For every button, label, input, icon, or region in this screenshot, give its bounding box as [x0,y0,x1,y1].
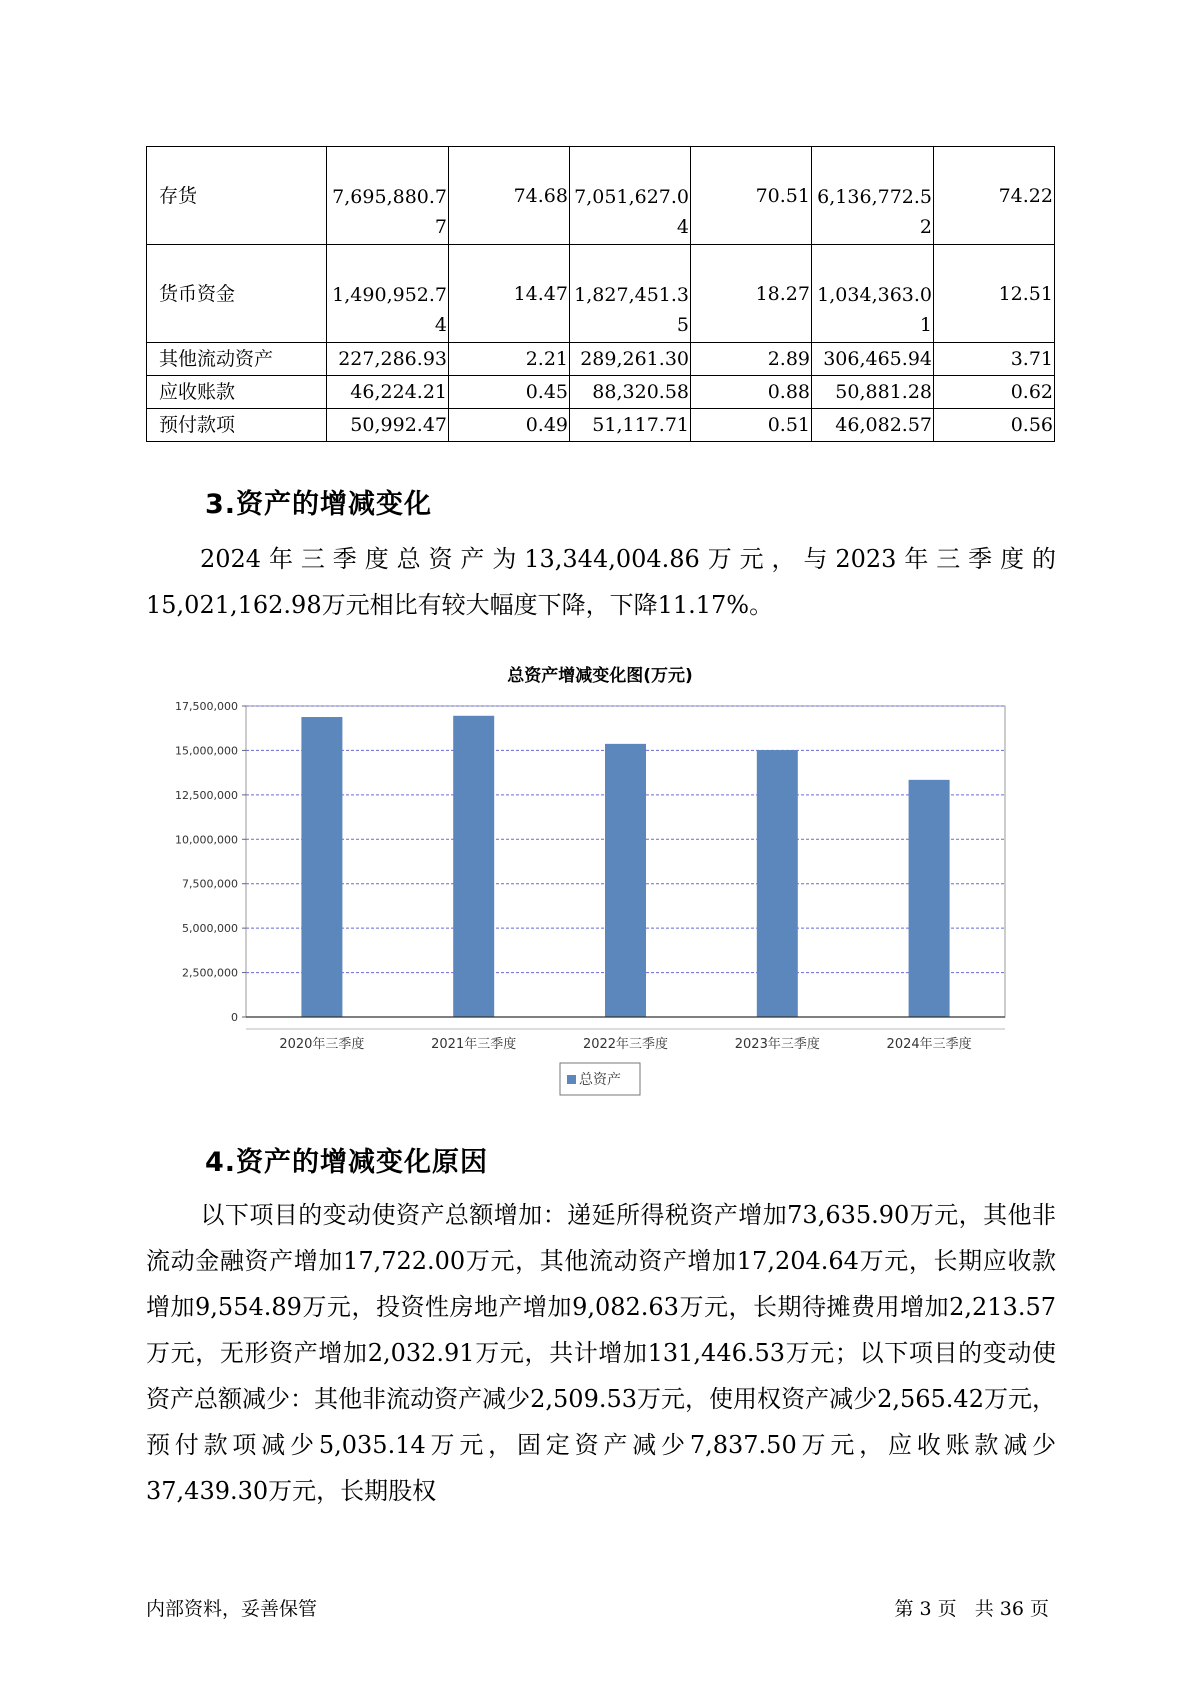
table-row [147,343,1055,376]
section-heading: 4.资产的增减变化原因 [205,1147,489,1178]
value-cell: 51,117.71 [570,409,691,442]
value-cell: 306,465.94 [812,343,934,376]
percent-cell: 74.22 [934,147,1055,245]
paragraph [146,1192,1056,1514]
percent-cell: 12.51 [934,245,1055,343]
y-tick-label: 17,500,000 [175,700,238,713]
total-assets-bar-chart [140,650,1020,1105]
value-cell: 46,224.21 [327,376,449,409]
value-cell: 88,320.58 [570,376,691,409]
y-tick-label: 10,000,000 [175,833,238,847]
y-tick-label: 5,000,000 [182,922,238,936]
paragraph-text: 以下项目的变动使资产总额增加：递延所得税资产增加73,635.90万元，其他非流动金融资产增加17,722.00万元，其他流动资产增加17,204.64万元，长期应收款增加9,554.89万元，投资性房地产增加9,082.63万元，长期待摊费用增加2,213.57万元，无形资产增加2,032.91万元，共计增加131,446.53万元；以下项目的变动使资产总额减少：其他非流动资产减少2,509.53万元，使用权资产减少2,565.42万元，预付款项减少5,035.14万元，固定资产减少7,837.50万元，应收账款减少37,439.30万元，长期股权 [146,1201,1056,1505]
percent-cell: 0.45 [449,376,570,409]
x-tick-label: 2021年三季度 [431,1037,517,1052]
value-cell: 227,286.93 [327,343,449,376]
legend-swatch [567,1075,576,1084]
section-heading: 3.资产的增减变化 [205,489,433,520]
row-label: 存货 [147,147,327,245]
value-cell: 289,261.30 [570,343,691,376]
value-cell: 7,695,880.77 [327,147,449,245]
percent-cell: 2.89 [691,343,812,376]
y-tick-label: 12,500,000 [175,788,238,802]
percent-cell: 14.47 [449,245,570,343]
bar [453,716,494,1017]
legend-label: 总资产 [579,1072,621,1088]
x-tick-label: 2022年三季度 [582,1037,669,1052]
x-tick-label: 2023年三季度 [734,1037,820,1052]
bar [909,780,950,1017]
bar [605,744,646,1017]
y-tick-label: 7,500,000 [182,877,238,891]
x-tick-label: 2020年三季度 [279,1037,365,1052]
percent-cell: 18.27 [691,245,812,343]
percent-cell: 70.51 [691,147,812,245]
value-cell: 46,082.57 [812,409,934,442]
row-label: 应收账款 [147,376,327,409]
chart-title: 总资产增减变化图(万元) [507,666,693,686]
value-cell: 1,490,952.74 [327,245,449,343]
value-cell: 50,881.28 [812,376,934,409]
row-label: 其他流动资产 [147,343,327,376]
percent-cell: 0.49 [449,409,570,442]
row-label: 货币资金 [147,245,327,343]
table-row [147,376,1055,409]
value-cell: 50,992.47 [327,409,449,442]
asset-structure-table [146,146,1055,442]
table-row [147,409,1055,442]
y-tick-label: 2,500,000 [182,966,238,980]
value-cell: 1,034,363.01 [812,245,934,343]
footer-confidential: 内部资料，妥善保管 [146,1598,318,1620]
value-cell: 6,136,772.52 [812,147,934,245]
table-row [147,245,1055,343]
percent-cell: 2.21 [449,343,570,376]
value-cell: 1,827,451.35 [570,245,691,343]
percent-cell: 0.51 [691,409,812,442]
percent-cell: 0.88 [691,376,812,409]
footer-page-number: 第 3 页 共 36 页 [894,1598,1049,1620]
percent-cell: 3.71 [934,343,1055,376]
percent-cell: 0.56 [934,409,1055,442]
x-tick-label: 2024年三季度 [886,1037,972,1052]
bar [757,750,798,1017]
paragraph-text: 2024年三季度总资产为13,344,004.86万元，与2023年三季度的15,021,162.98万元相比有较大幅度下降，下降11.17%。 [146,545,1056,619]
paragraph [146,536,1056,628]
bar [301,717,342,1017]
percent-cell: 0.62 [934,376,1055,409]
value-cell: 7,051,627.04 [570,147,691,245]
y-tick-label: 15,000,000 [175,744,238,758]
row-label: 预付款项 [147,409,327,442]
table-row [147,147,1055,245]
percent-cell: 74.68 [449,147,570,245]
y-tick-label: 0 [231,1011,238,1024]
